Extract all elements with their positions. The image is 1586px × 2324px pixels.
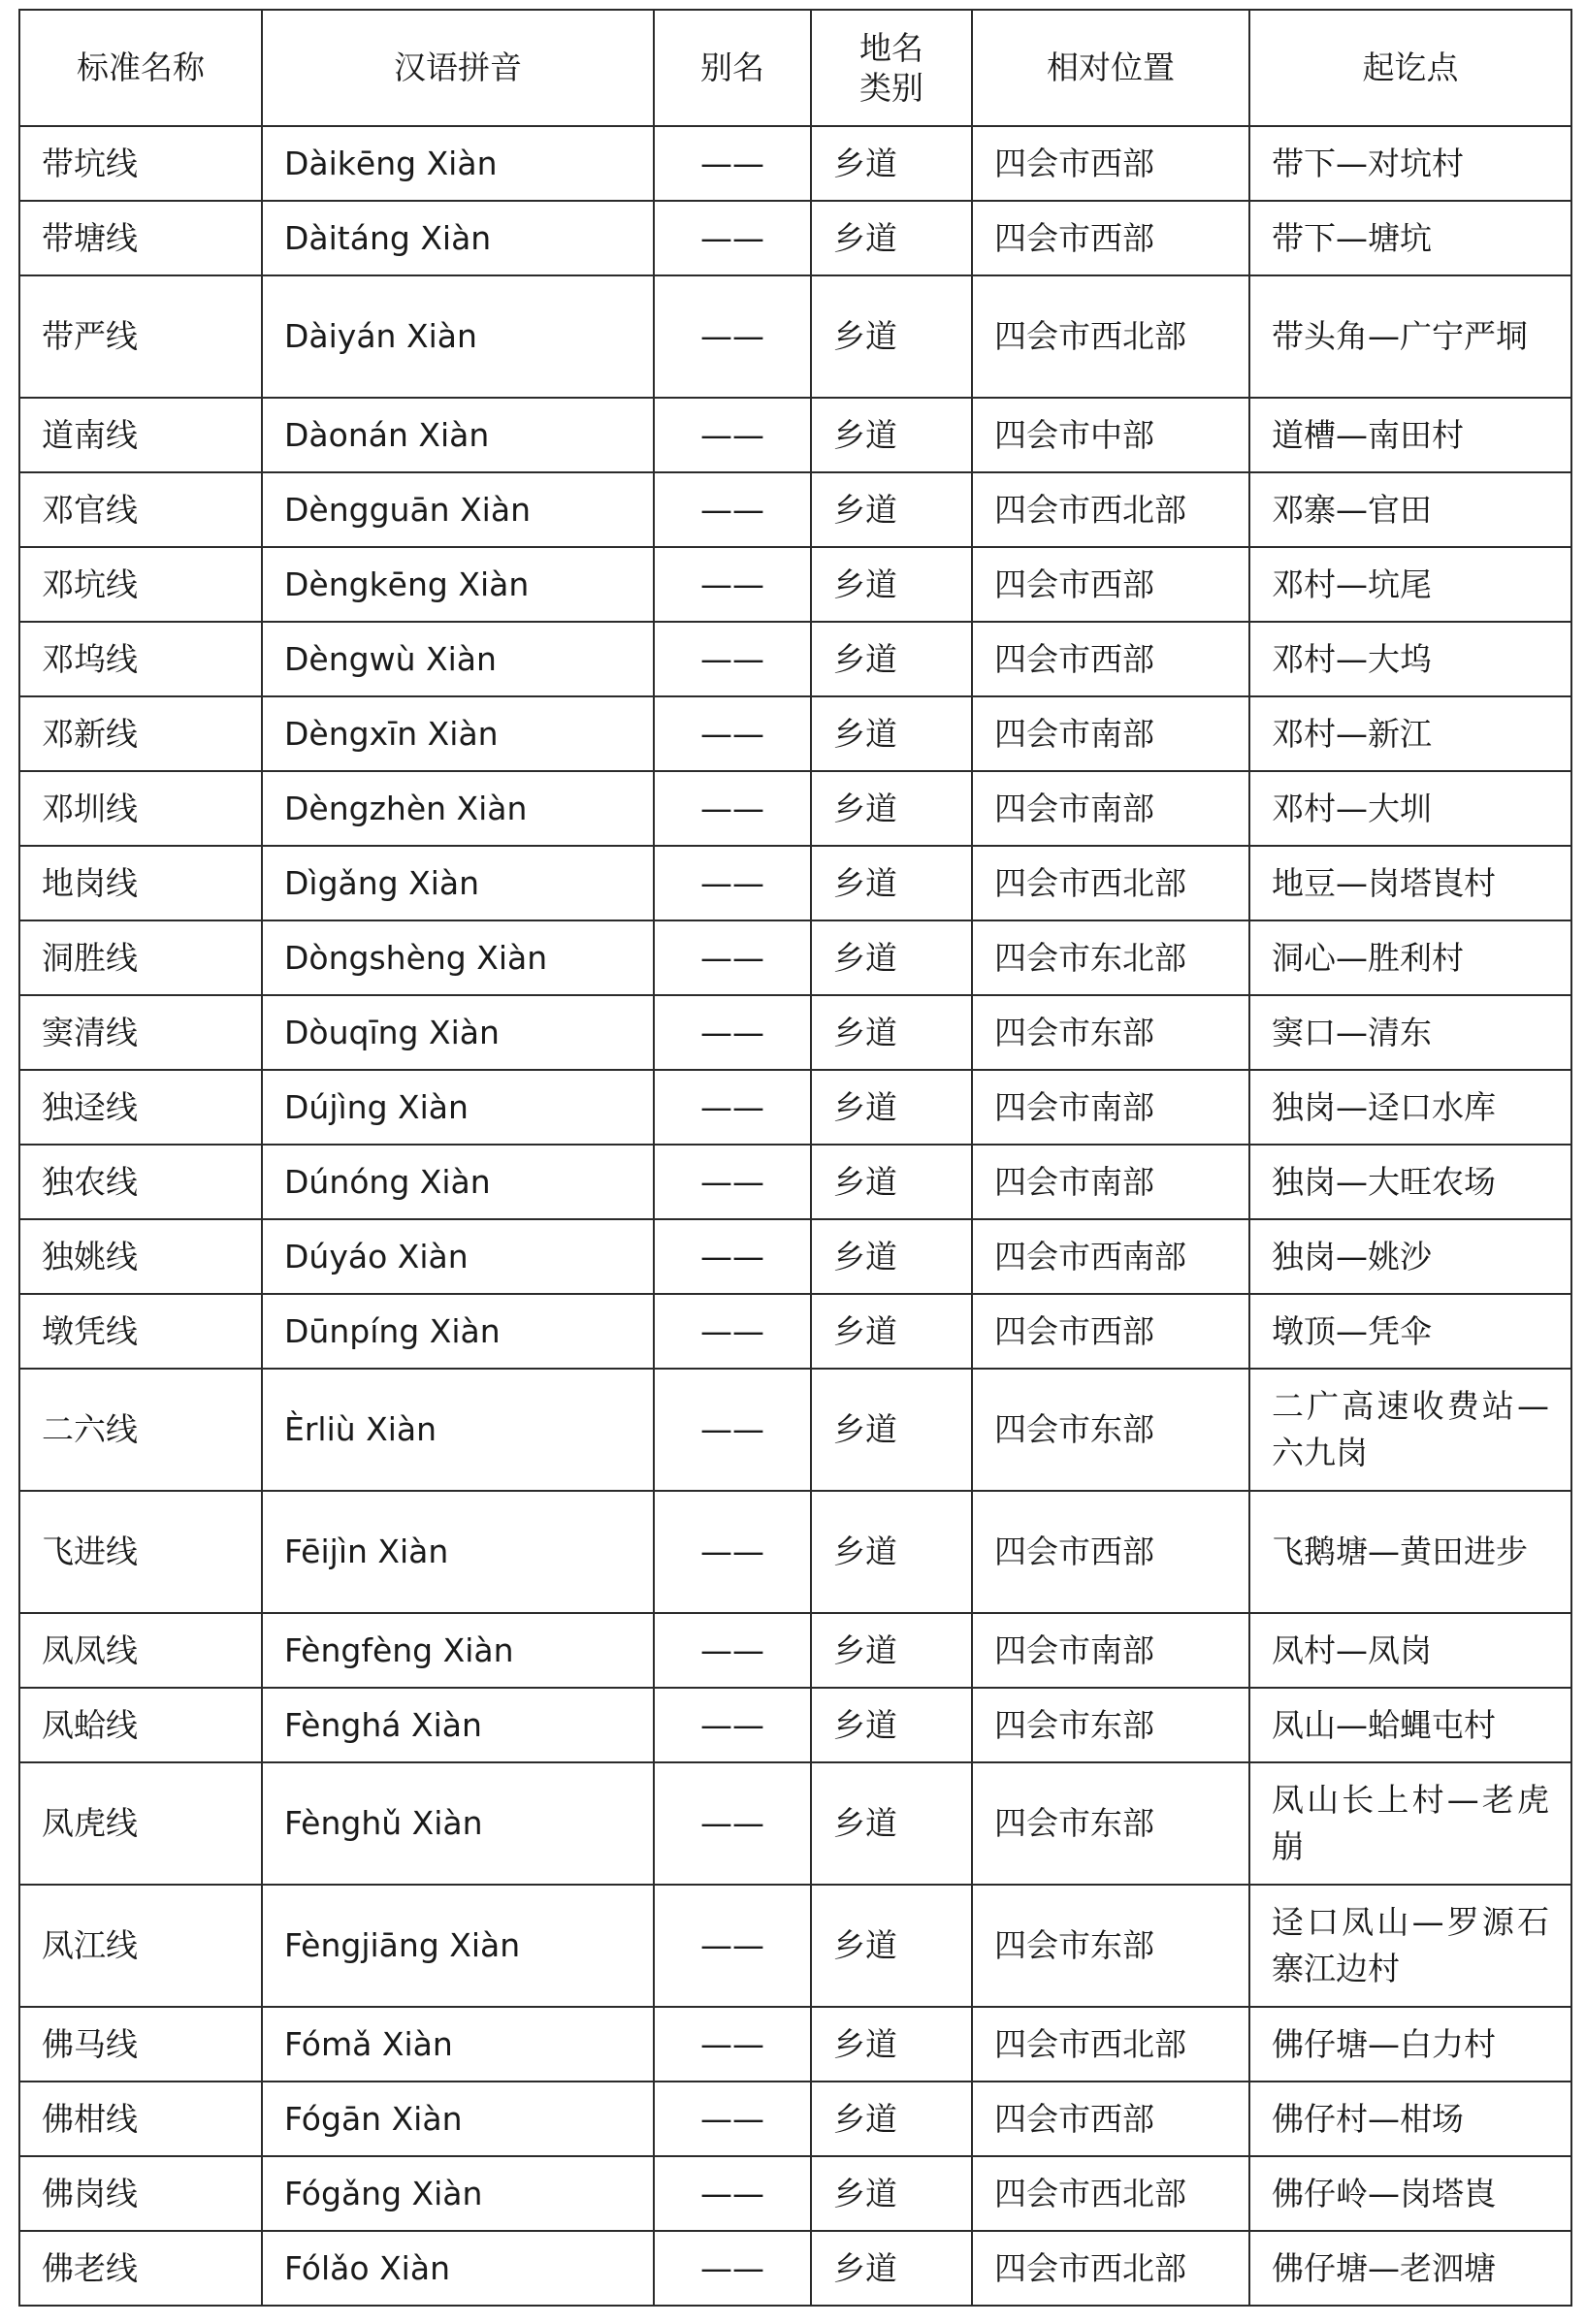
cell-endpoints: 邓寨—官田 — [1249, 472, 1571, 547]
cell-category: 乡道 — [811, 1491, 972, 1613]
cell-standard-name: 邓坑线 — [19, 547, 262, 622]
cell-endpoints: 佛仔塘—白力村 — [1249, 2007, 1571, 2082]
table-header — [19, 10, 1571, 126]
cell-category: 乡道 — [811, 275, 972, 398]
table-row — [19, 1613, 1571, 1688]
cell-standard-name: 独农线 — [19, 1145, 262, 1219]
cell-endpoints: 飞鹅塘—黄田进步 — [1249, 1491, 1571, 1613]
cell-relative-position: 四会市南部 — [972, 696, 1249, 771]
header-endpoints: 起讫点 — [1249, 10, 1571, 126]
cell-standard-name: 凤江线 — [19, 1885, 262, 2007]
cell-relative-position: 四会市西部 — [972, 1491, 1249, 1613]
cell-category: 乡道 — [811, 1219, 972, 1294]
cell-alias: —— — [654, 1145, 811, 1219]
cell-endpoints: 独岗—姚沙 — [1249, 1219, 1571, 1294]
table-row — [19, 126, 1571, 201]
cell-relative-position: 四会市西南部 — [972, 1219, 1249, 1294]
cell-category: 乡道 — [811, 1294, 972, 1369]
cell-pinyin: Dòuqīng Xiàn — [262, 995, 654, 1070]
cell-relative-position: 四会市南部 — [972, 1070, 1249, 1145]
cell-category: 乡道 — [811, 472, 972, 547]
cell-endpoints: 独岗—大旺农场 — [1249, 1145, 1571, 1219]
cell-pinyin: Dàikēng Xiàn — [262, 126, 654, 201]
cell-endpoints: 邓村—大圳 — [1249, 771, 1571, 846]
cell-relative-position: 四会市南部 — [972, 771, 1249, 846]
table-row — [19, 622, 1571, 696]
cell-endpoints: 凤村—凤岗 — [1249, 1613, 1571, 1688]
cell-category: 乡道 — [811, 846, 972, 920]
cell-pinyin: Fènghǔ Xiàn — [262, 1762, 654, 1885]
cell-alias: —— — [654, 1294, 811, 1369]
cell-relative-position: 四会市东部 — [972, 995, 1249, 1070]
cell-pinyin: Dàonán Xiàn — [262, 398, 654, 472]
cell-standard-name: 佛岗线 — [19, 2156, 262, 2231]
cell-endpoints: 窦口—清东 — [1249, 995, 1571, 1070]
cell-pinyin: Fólǎo Xiàn — [262, 2231, 654, 2306]
cell-alias: —— — [654, 1219, 811, 1294]
cell-standard-name: 窦清线 — [19, 995, 262, 1070]
cell-category: 乡道 — [811, 126, 972, 201]
cell-standard-name: 凤虎线 — [19, 1762, 262, 1885]
cell-alias: —— — [654, 201, 811, 275]
table-row — [19, 1219, 1571, 1294]
cell-alias: —— — [654, 547, 811, 622]
cell-pinyin: Fēijìn Xiàn — [262, 1491, 654, 1613]
cell-pinyin: Fógān Xiàn — [262, 2082, 654, 2156]
header-standard-name: 标准名称 — [19, 10, 262, 126]
cell-pinyin: Dújìng Xiàn — [262, 1070, 654, 1145]
cell-category: 乡道 — [811, 1145, 972, 1219]
cell-alias: —— — [654, 771, 811, 846]
table-row — [19, 2007, 1571, 2082]
header-row — [19, 10, 1571, 126]
cell-relative-position: 四会市西北部 — [972, 2231, 1249, 2306]
cell-alias: —— — [654, 398, 811, 472]
cell-alias: —— — [654, 1613, 811, 1688]
cell-relative-position: 四会市西部 — [972, 201, 1249, 275]
cell-relative-position: 四会市西部 — [972, 126, 1249, 201]
cell-alias: —— — [654, 275, 811, 398]
cell-relative-position: 四会市西北部 — [972, 2156, 1249, 2231]
table-row — [19, 771, 1571, 846]
cell-standard-name: 邓新线 — [19, 696, 262, 771]
cell-relative-position: 四会市西部 — [972, 547, 1249, 622]
cell-alias: —— — [654, 622, 811, 696]
cell-pinyin: Fèngjiāng Xiàn — [262, 1885, 654, 2007]
cell-endpoints: 地豆—岗塔崀村 — [1249, 846, 1571, 920]
cell-standard-name: 地岗线 — [19, 846, 262, 920]
cell-pinyin: Dúnóng Xiàn — [262, 1145, 654, 1219]
cell-category: 乡道 — [811, 1688, 972, 1762]
place-name-table-page — [18, 9, 1570, 2307]
cell-pinyin: Fómǎ Xiàn — [262, 2007, 654, 2082]
cell-pinyin: Èrliù Xiàn — [262, 1369, 654, 1491]
cell-relative-position: 四会市东部 — [972, 1885, 1249, 2007]
cell-endpoints: 带下—对坑村 — [1249, 126, 1571, 201]
cell-standard-name: 邓官线 — [19, 472, 262, 547]
header-category: 地名 类别 — [811, 10, 972, 126]
cell-alias: —— — [654, 1762, 811, 1885]
cell-alias: —— — [654, 846, 811, 920]
cell-relative-position: 四会市东部 — [972, 1762, 1249, 1885]
cell-standard-name: 二六线 — [19, 1369, 262, 1491]
cell-endpoints: 邓村—大坞 — [1249, 622, 1571, 696]
cell-endpoints: 佛仔村—柑场 — [1249, 2082, 1571, 2156]
cell-alias: —— — [654, 2082, 811, 2156]
cell-pinyin: Dèngguān Xiàn — [262, 472, 654, 547]
table-row — [19, 2231, 1571, 2306]
cell-relative-position: 四会市西北部 — [972, 472, 1249, 547]
header-pinyin: 汉语拼音 — [262, 10, 654, 126]
header-relative-position: 相对位置 — [972, 10, 1249, 126]
cell-category: 乡道 — [811, 1070, 972, 1145]
cell-standard-name: 凤凤线 — [19, 1613, 262, 1688]
cell-endpoints: 带下—塘坑 — [1249, 201, 1571, 275]
cell-endpoints: 邓村—新江 — [1249, 696, 1571, 771]
cell-endpoints: 洞心—胜利村 — [1249, 920, 1571, 995]
cell-category: 乡道 — [811, 201, 972, 275]
table-row — [19, 1145, 1571, 1219]
table-row — [19, 275, 1571, 398]
table-row — [19, 995, 1571, 1070]
cell-relative-position: 四会市西部 — [972, 1294, 1249, 1369]
cell-standard-name: 邓圳线 — [19, 771, 262, 846]
cell-standard-name: 佛柑线 — [19, 2082, 262, 2156]
cell-standard-name: 凤蛤线 — [19, 1688, 262, 1762]
cell-category: 乡道 — [811, 622, 972, 696]
table-row — [19, 1491, 1571, 1613]
cell-category: 乡道 — [811, 995, 972, 1070]
table-row — [19, 201, 1571, 275]
cell-relative-position: 四会市西北部 — [972, 275, 1249, 398]
cell-standard-name: 飞进线 — [19, 1491, 262, 1613]
cell-standard-name: 墩凭线 — [19, 1294, 262, 1369]
cell-category: 乡道 — [811, 771, 972, 846]
cell-standard-name: 带严线 — [19, 275, 262, 398]
cell-pinyin: Fógǎng Xiàn — [262, 2156, 654, 2231]
table-row — [19, 696, 1571, 771]
cell-category: 乡道 — [811, 920, 972, 995]
cell-pinyin: Dèngxīn Xiàn — [262, 696, 654, 771]
cell-alias: —— — [654, 1369, 811, 1491]
cell-pinyin: Dàiyán Xiàn — [262, 275, 654, 398]
cell-pinyin: Dūnpíng Xiàn — [262, 1294, 654, 1369]
cell-endpoints: 凤山长上村—老虎崩 — [1249, 1762, 1571, 1885]
table-row — [19, 398, 1571, 472]
cell-endpoints: 凤山—蛤蝿屯村 — [1249, 1688, 1571, 1762]
cell-alias: —— — [654, 1885, 811, 2007]
cell-category: 乡道 — [811, 2007, 972, 2082]
cell-pinyin: Dìgǎng Xiàn — [262, 846, 654, 920]
cell-category: 乡道 — [811, 1885, 972, 2007]
cell-endpoints: 墩顶—凭伞 — [1249, 1294, 1571, 1369]
cell-endpoints: 佛仔岭—岗塔崀 — [1249, 2156, 1571, 2231]
cell-category: 乡道 — [811, 696, 972, 771]
cell-alias: —— — [654, 1491, 811, 1613]
cell-category: 乡道 — [811, 1613, 972, 1688]
cell-alias: —— — [654, 2156, 811, 2231]
cell-pinyin: Dèngzhèn Xiàn — [262, 771, 654, 846]
table-row — [19, 1762, 1571, 1885]
cell-standard-name: 佛老线 — [19, 2231, 262, 2306]
table-row — [19, 1885, 1571, 2007]
table-row — [19, 472, 1571, 547]
cell-category: 乡道 — [811, 398, 972, 472]
cell-relative-position: 四会市东北部 — [972, 920, 1249, 995]
cell-standard-name: 带塘线 — [19, 201, 262, 275]
place-name-table — [18, 9, 1572, 2307]
cell-category: 乡道 — [811, 547, 972, 622]
cell-endpoints: 迳口凤山—罗源石寨江边村 — [1249, 1885, 1571, 2007]
cell-relative-position: 四会市西部 — [972, 622, 1249, 696]
cell-pinyin: Fèngfèng Xiàn — [262, 1613, 654, 1688]
cell-endpoints: 佛仔塘—老泗塘 — [1249, 2231, 1571, 2306]
cell-relative-position: 四会市东部 — [972, 1688, 1249, 1762]
table-row — [19, 920, 1571, 995]
cell-relative-position: 四会市中部 — [972, 398, 1249, 472]
cell-standard-name: 独姚线 — [19, 1219, 262, 1294]
table-row — [19, 547, 1571, 622]
table-row — [19, 1688, 1571, 1762]
cell-category: 乡道 — [811, 1762, 972, 1885]
cell-endpoints: 带头角—广宁严垌 — [1249, 275, 1571, 398]
cell-relative-position: 四会市西部 — [972, 2082, 1249, 2156]
table-row — [19, 846, 1571, 920]
cell-endpoints: 二广高速收费站—六九岗 — [1249, 1369, 1571, 1491]
cell-pinyin: Dèngwù Xiàn — [262, 622, 654, 696]
cell-relative-position: 四会市西北部 — [972, 846, 1249, 920]
cell-category: 乡道 — [811, 2231, 972, 2306]
cell-endpoints: 道槽—南田村 — [1249, 398, 1571, 472]
table-row — [19, 2082, 1571, 2156]
cell-alias: —— — [654, 995, 811, 1070]
cell-endpoints: 邓村—坑尾 — [1249, 547, 1571, 622]
cell-alias: —— — [654, 1688, 811, 1762]
cell-alias: —— — [654, 472, 811, 547]
table-row — [19, 1294, 1571, 1369]
table-row — [19, 2156, 1571, 2231]
cell-standard-name: 佛马线 — [19, 2007, 262, 2082]
cell-standard-name: 带坑线 — [19, 126, 262, 201]
cell-relative-position: 四会市东部 — [972, 1369, 1249, 1491]
cell-alias: —— — [654, 1070, 811, 1145]
cell-category: 乡道 — [811, 1369, 972, 1491]
table-body — [19, 126, 1571, 2306]
cell-alias: —— — [654, 920, 811, 995]
cell-standard-name: 洞胜线 — [19, 920, 262, 995]
cell-pinyin: Dòngshèng Xiàn — [262, 920, 654, 995]
cell-pinyin: Dúyáo Xiàn — [262, 1219, 654, 1294]
cell-relative-position: 四会市西北部 — [972, 2007, 1249, 2082]
cell-standard-name: 道南线 — [19, 398, 262, 472]
cell-standard-name: 邓坞线 — [19, 622, 262, 696]
table-row — [19, 1369, 1571, 1491]
cell-pinyin: Dèngkēng Xiàn — [262, 547, 654, 622]
cell-pinyin: Dàitáng Xiàn — [262, 201, 654, 275]
cell-endpoints: 独岗—迳口水库 — [1249, 1070, 1571, 1145]
cell-relative-position: 四会市南部 — [972, 1145, 1249, 1219]
cell-category: 乡道 — [811, 2082, 972, 2156]
cell-pinyin: Fènghá Xiàn — [262, 1688, 654, 1762]
header-alias: 别名 — [654, 10, 811, 126]
cell-category: 乡道 — [811, 2156, 972, 2231]
cell-relative-position: 四会市南部 — [972, 1613, 1249, 1688]
cell-alias: —— — [654, 2007, 811, 2082]
cell-standard-name: 独迳线 — [19, 1070, 262, 1145]
cell-alias: —— — [654, 2231, 811, 2306]
cell-alias: —— — [654, 126, 811, 201]
table-row — [19, 1070, 1571, 1145]
cell-alias: —— — [654, 696, 811, 771]
